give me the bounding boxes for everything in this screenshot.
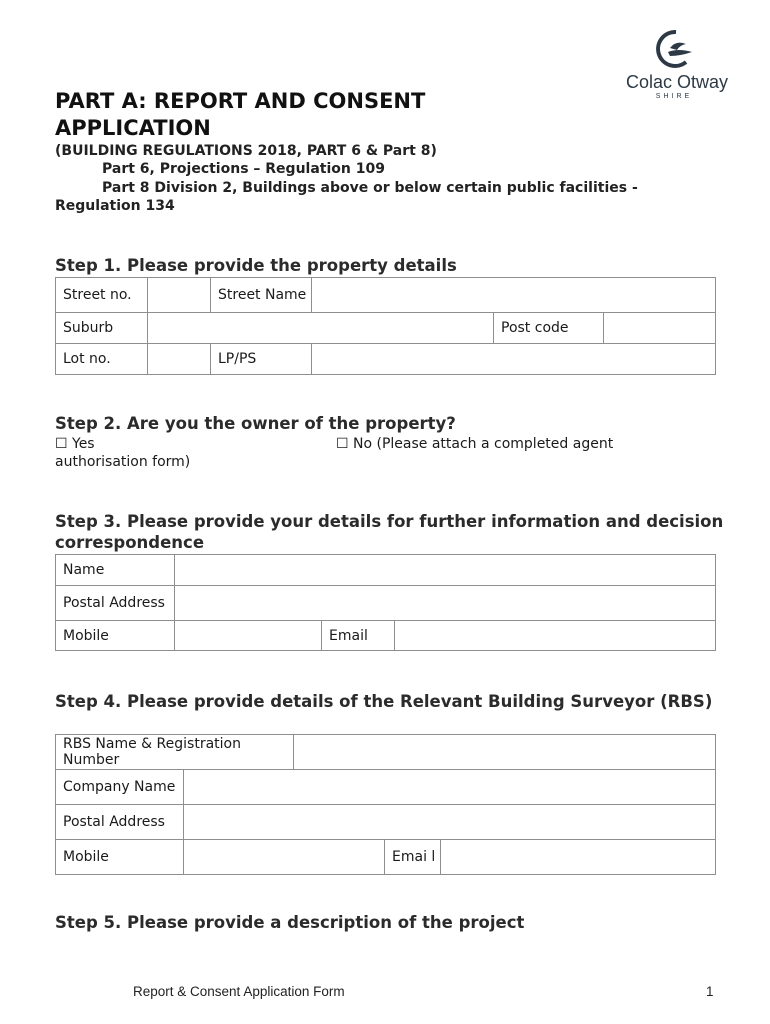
step3-heading: Step 3. Please provide your details for further information and decision correspondence (55, 512, 724, 552)
logo-name: Colac Otway (626, 72, 729, 92)
colac-otway-logo-icon (620, 26, 740, 72)
suburb-field[interactable] (148, 313, 494, 344)
footer-form-name: Report & Consent Application Form (133, 984, 345, 999)
street-name-field[interactable] (312, 278, 716, 313)
street-no-field[interactable] (148, 278, 211, 313)
rbs-postal-address-field[interactable] (184, 805, 716, 840)
postal-address-label: Postal Address (56, 586, 175, 621)
owner-no-note: authorisation form) (55, 454, 191, 470)
regulation-line-part8: Part 8 Division 2, Buildings above or below certain public facilities - (102, 180, 638, 196)
property-details-table (55, 277, 716, 375)
mobile-label: Mobile (56, 621, 175, 651)
lp-ps-label: LP/PS (211, 344, 312, 375)
step1-heading: Step 1. Please provide the property details (55, 256, 457, 275)
owner-no-checkbox[interactable]: ☐ No (Please attach a completed agent (336, 436, 614, 452)
rbs-email-field[interactable] (441, 840, 716, 875)
page-title: PART A: REPORT AND CONSENT APPLICATION (55, 89, 426, 140)
rbs-mobile-field[interactable] (184, 840, 385, 875)
owner-yes-checkbox[interactable]: ☐ Yes (55, 436, 95, 452)
mobile-field[interactable] (175, 621, 322, 651)
suburb-label: Suburb (56, 313, 148, 344)
council-logo (620, 26, 740, 106)
rbs-postal-address-label: Postal Address (56, 805, 184, 840)
post-code-label: Post code (494, 313, 604, 344)
name-label: Name (56, 555, 175, 586)
step2-heading: Step 2. Are you the owner of the property? (55, 414, 456, 433)
page-number: 1 (706, 984, 714, 999)
rbs-details-table (55, 734, 716, 875)
regulation-line-part8-cont: Regulation 134 (55, 198, 175, 214)
applicant-details-table (55, 554, 716, 651)
company-name-label: Company Name (56, 770, 184, 805)
lot-no-label: Lot no. (56, 344, 148, 375)
post-code-field[interactable] (604, 313, 716, 344)
rbs-name-label: RBS Name & Registration Number (56, 735, 294, 770)
street-no-label: Street no. (56, 278, 148, 313)
lot-no-field[interactable] (148, 344, 211, 375)
company-name-field[interactable] (184, 770, 716, 805)
lp-ps-field[interactable] (312, 344, 716, 375)
name-field[interactable] (175, 555, 716, 586)
rbs-mobile-label: Mobile (56, 840, 184, 875)
email-label: Email (322, 621, 395, 651)
rbs-email-label: Emai l (385, 840, 441, 875)
regulation-subtitle: (BUILDING REGULATIONS 2018, PART 6 & Part 8) (55, 143, 437, 159)
rbs-name-field[interactable] (294, 735, 716, 770)
step4-heading: Step 4. Please provide details of the Relevant Building Surveyor (RBS) (55, 692, 713, 711)
postal-address-field[interactable] (175, 586, 716, 621)
regulation-line-part6: Part 6, Projections – Regulation 109 (102, 161, 385, 177)
step5-heading: Step 5. Please provide a description of the project (55, 913, 525, 932)
email-field[interactable] (395, 621, 716, 651)
street-name-label: Street Name (211, 278, 312, 313)
logo-tagline: SHIRE (655, 93, 693, 100)
